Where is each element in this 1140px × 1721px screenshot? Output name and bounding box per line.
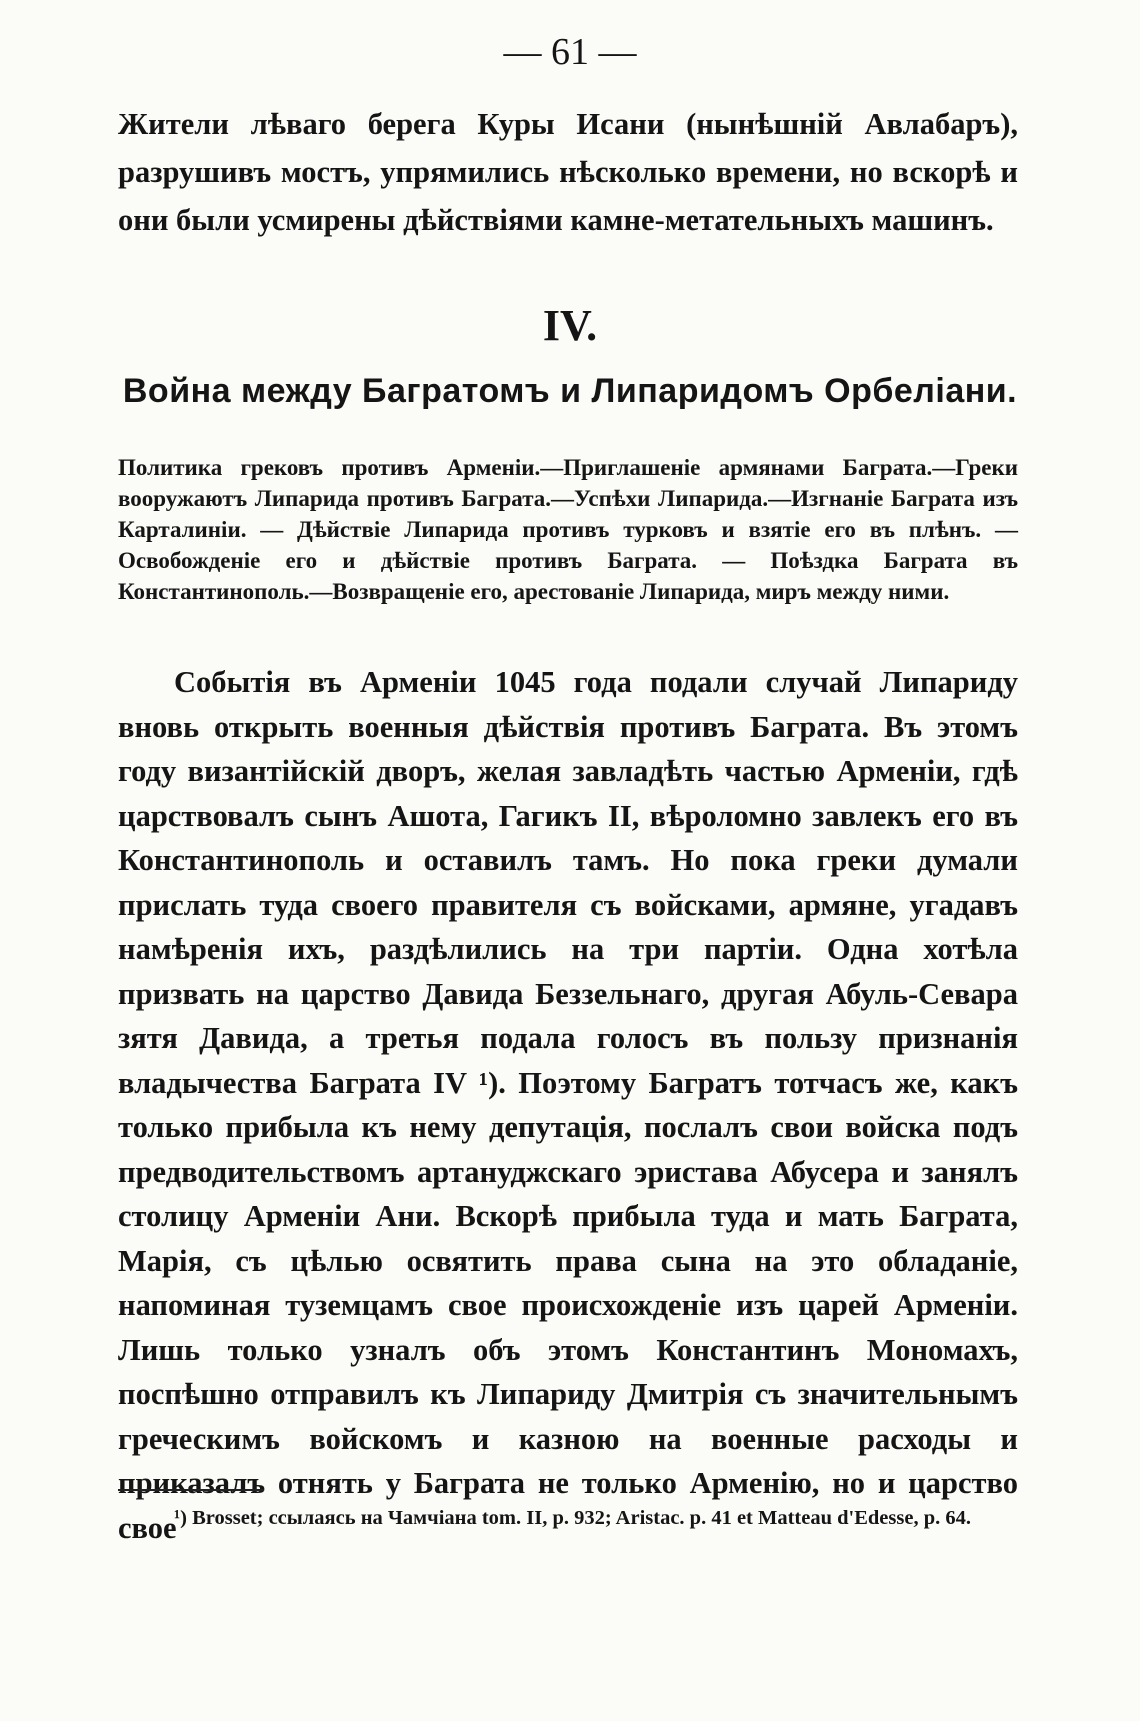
footnote: ¹) Brosset; ссылаясь на Чамчіана tom. II, p. 932; Aristac. p. 41 et Matteau d'Edesse, p. 64.	[174, 1507, 971, 1529]
section-number: IV.	[542, 301, 598, 350]
section-title: Война между Багратомъ и Липаридомъ Орбеліани.	[122, 372, 1018, 410]
continuation-paragraph: Жители лѣваго берега Куры Исани (нынѣшній Авлабаръ), разрушивъ мостъ, упрямились нѣсколько времени, но вскорѣ и они были усмирены дѣйствіями камне-метательныхъ машинъ.	[118, 107, 1018, 237]
page-number: — 61 —	[503, 31, 637, 73]
chapter-summary: Политика грековъ противъ Арменіи.—Приглашеніе армянами Баграта.—Греки вооружаютъ Липарида противъ Баграта.—Успѣхи Липарида.—Изгнаніе Баграта изъ Карталиніи. — Дѣйствіе Липарида противъ турковъ и взятіе его въ плѣнъ. — Освобожденіе его и дѣйствіе противъ Баграта. — Поѣздка Баграта въ Константинополь.—Возвращеніе его, арестованіе Липарида, миръ между ними.	[118, 455, 1018, 604]
footnote-divider	[118, 1489, 264, 1491]
body-paragraph: Событія въ Арменіи 1045 года подали случай Липариду вновь открыть военныя дѣйствія противъ Баграта. Въ этомъ году византійскій дворъ, желая завладѣть частью Арменіи, гдѣ царствовалъ сынъ Ашота, Гагикъ II, вѣроломно завлекъ его въ Константинополь и оставилъ тамъ. Но пока греки думали прислать туда своего правителя съ войсками, армяне, угадавъ намѣренія ихъ, раздѣлились на три партіи. Одна хотѣла призвать на царство Давида Беззельнаго, другая Абуль-Севара зятя Давида, а третья подала голосъ въ пользу признанія владычества Баграта IV ¹). Поэтому Багратъ тотчасъ же, какъ только прибыла къ нему депутація, послалъ свои войска подъ предводительствомъ артануджскаго эристава Абусера и занялъ столицу Арменіи Ани. Вскорѣ прибыла туда и мать Баграта, Марія, съ цѣлью освятить права сына на это обладаніе, напоминая туземцамъ свое происхожденіе изъ царей Арменіи. Лишь только узналъ объ этомъ Константинъ Мономахъ, поспѣшно отправилъ къ Липариду Дмитрія съ значительнымъ греческимъ войскомъ и казною на военные расходы и приказалъ отнять у Баграта не только Арменію, но и царство свое	[118, 665, 1018, 1545]
